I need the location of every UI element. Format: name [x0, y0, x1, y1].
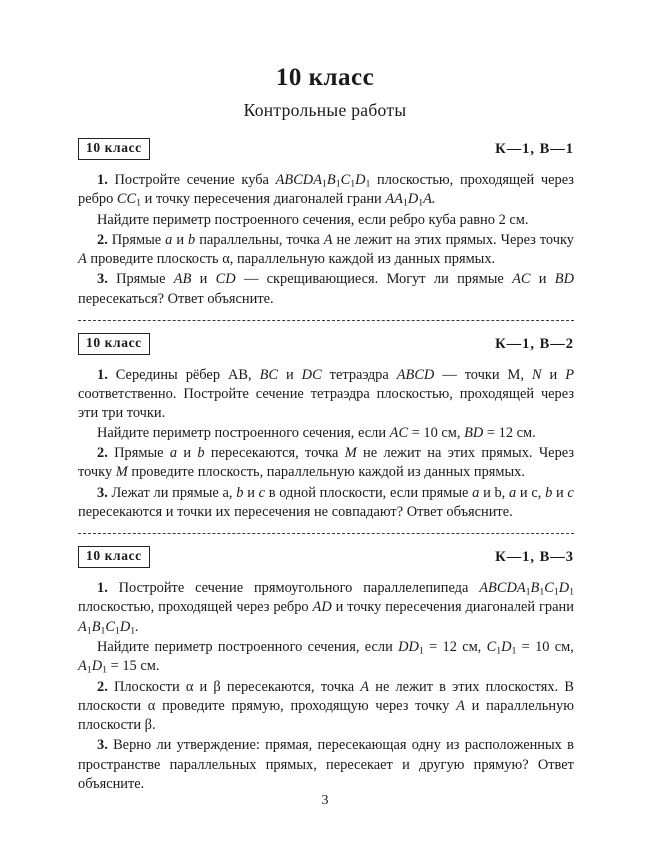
math-identifier: BC — [259, 366, 278, 383]
math-identifier: $AA_1D_1A$. — [385, 191, 436, 209]
task-text: Прямые a и b пересекаются, точка M не лежит на этих прямых. Через точку M проведите плоскость, параллельную каждой из данных прямых. — [78, 445, 575, 481]
math-identifier: CD — [215, 271, 236, 288]
task-paragraph-first — [78, 366, 574, 423]
task-paragraph-first — [78, 444, 574, 482]
task-number: 3. — [97, 271, 108, 288]
math-identifier: b — [197, 445, 205, 462]
math-identifier: N — [531, 366, 542, 383]
class-badge: 10 класс — [78, 546, 150, 568]
page-number: 3 — [321, 793, 329, 808]
variant-header — [78, 333, 574, 359]
math-identifier: a — [472, 484, 480, 501]
page-title: 10 класс — [275, 64, 375, 91]
task-number: 3. — [97, 484, 108, 501]
task-text: Найдите периметр построенного сечения, если $DD_1 = 12$ см, $C_1D_1 = 10$ см, $A_1D_1 = 15$ см. — [78, 639, 574, 676]
math-identifier: A — [360, 678, 370, 695]
variant-code: К—1, В—1 — [495, 141, 574, 157]
math-identifier: $A_1B_1C_1D_1$. — [78, 618, 139, 636]
task-paragraph-first — [78, 171, 574, 210]
task-paragraph-first — [78, 736, 574, 793]
class-badge: 10 класс — [78, 333, 150, 355]
variant-block — [78, 333, 574, 522]
task-text: Середины рёбер AB, BC и DC тетраэдра ABCD — точки M, N и P соответственно. Постройте сечение тетраэдра плоскостью, проходящей через эти три точки. — [78, 366, 575, 421]
math-identifier: A — [456, 698, 465, 715]
section-separator — [78, 320, 574, 321]
math-identifier: AC — [512, 271, 531, 288]
variant-header — [78, 546, 574, 572]
variant-block — [78, 138, 574, 309]
variant-header — [78, 138, 574, 164]
task-number: 3. — [97, 737, 108, 754]
math-identifier: BD — [554, 271, 574, 288]
math-identifier: a — [165, 232, 173, 249]
math-identifier: c — [567, 484, 574, 501]
math-identifier: b — [188, 232, 196, 249]
task-text: Плоскости α и β пересекаются, точка A не лежит в этих плоскостях. В плоскости α проведите прямую, проходящую через точку A и параллельную плоскости β. — [78, 678, 575, 734]
math-identifier: AB — [173, 271, 192, 288]
task-number: 1. — [97, 172, 108, 188]
math-identifier: c — [258, 484, 265, 501]
math-identifier: M — [115, 464, 128, 481]
variant-block — [78, 546, 574, 794]
task-number: 1. — [97, 579, 108, 596]
variant-code: К—1, В—2 — [495, 335, 574, 352]
task-number: 2. — [97, 232, 108, 249]
math-identifier: a — [169, 445, 178, 462]
task-number: 1. — [97, 366, 108, 383]
exercise-content — [78, 138, 574, 795]
task-paragraph — [78, 638, 574, 677]
task-paragraph-first — [78, 579, 574, 637]
task-text: Найдите периметр построенного сечения, если ребро куба равно 2 см. — [97, 211, 529, 228]
task-text: Постройте сечение куба $ABCDA_1B_1C_1D_1$ плоскостью, проходящей через ребро $CC_1$ и точку пересечения диагоналей грани $AA_1D_1A$. — [78, 172, 574, 209]
task-paragraph-first — [78, 231, 574, 269]
math-identifier: $CC_1$ — [116, 191, 142, 209]
math-identifier: $C_1D_1$ — [486, 639, 517, 657]
page-subtitle: Контрольные работы — [243, 100, 407, 120]
math-identifier: M — [344, 445, 357, 462]
task-text: Лежат ли прямые a, b и c в одной плоскости, если прямые a и b, a и c, b и c пересекаются и точки их пересечения не совпадают? Ответ объясните. — [78, 484, 574, 520]
math-identifier: BD — [464, 425, 484, 442]
math-identifier: b — [545, 484, 553, 501]
math-identifier: $ABCDA_1B_1C_1D_1$ — [479, 579, 575, 598]
math-identifier: b — [236, 484, 244, 501]
task-text: Верно ли утверждение: прямая, пересекающая одну из расположенных в пространстве параллельных прямых, пересекает и другую прямую? Ответ объясните. — [78, 737, 574, 792]
task-paragraph-first — [78, 270, 574, 308]
math-identifier: AC — [389, 425, 409, 442]
task-paragraph-first — [78, 678, 574, 735]
task-number: 2. — [97, 678, 108, 695]
task-number: 2. — [97, 445, 108, 462]
class-badge: 10 класс — [78, 138, 150, 160]
task-text: Прямые a и b параллельны, точка A не лежит на этих прямых. Через точку A проведите плоскость α, параллельную каждой из данных прямых. — [78, 232, 574, 268]
section-separator — [78, 533, 574, 534]
math-identifier: $A_1D_1$ — [78, 658, 107, 676]
variant-code: К—1, В—3 — [495, 548, 574, 565]
task-text: Найдите периметр построенного сечения, если AC = 10 см, BD = 12 см. — [97, 425, 536, 442]
math-identifier: DC — [301, 366, 322, 383]
math-identifier: A — [78, 251, 87, 268]
task-text: Постройте сечение прямоугольного параллелепипеда $ABCDA_1B_1C_1D_1$ плоскостью, проходящей через ребро AD и точку пересечения диагоналей грани $A_1B_1C_1D_1$. — [78, 579, 575, 636]
math-identifier: a — [509, 484, 517, 501]
math-identifier: $ABCDA_1B_1C_1D_1$ — [275, 172, 371, 190]
task-paragraph-first — [78, 484, 574, 522]
task-paragraph — [78, 424, 574, 443]
task-paragraph — [78, 211, 574, 230]
math-identifier: ABCD — [396, 366, 435, 383]
math-identifier: A — [323, 232, 333, 249]
math-identifier: P — [565, 366, 574, 383]
task-text: Прямые AB и CD — скрещивающиеся. Могут ли прямые AC и BD пересекаться? Ответ объясните. — [78, 271, 574, 307]
math-identifier: $DD_1$ — [398, 639, 424, 657]
math-identifier: AD — [312, 599, 332, 616]
